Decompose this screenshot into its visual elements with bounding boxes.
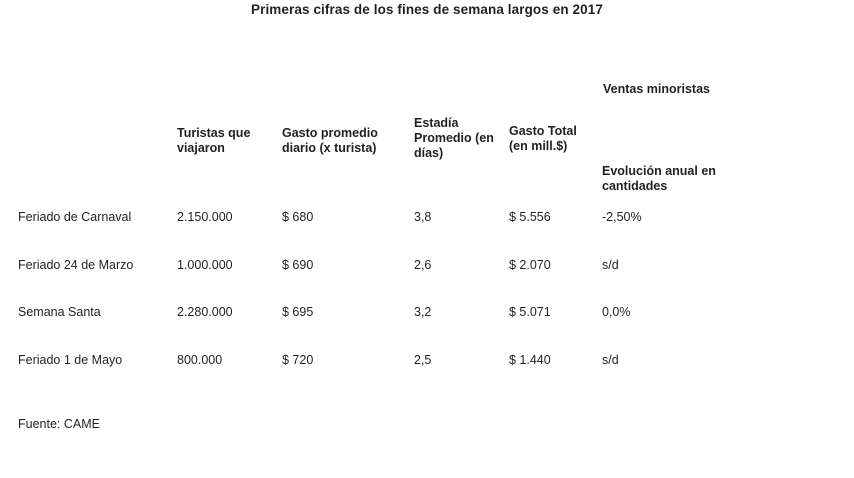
column-header-evolucion: Evolución anual en cantidades xyxy=(602,164,716,193)
table-row xyxy=(18,340,838,388)
cell-gasto-promedio: $ 680 xyxy=(282,210,314,224)
table-row xyxy=(18,197,838,245)
cell-turistas: 800.000 xyxy=(177,352,223,367)
cell-gasto-promedio: $ 690 xyxy=(282,257,314,272)
cell-evolucion: 0,0% xyxy=(602,305,631,319)
cell-evolucion: s/d xyxy=(602,257,619,272)
source-note: Fuente: CAME xyxy=(18,417,100,431)
holiday-figures-table xyxy=(18,112,838,387)
ventas-minoristas-group-header: Ventas minoristas xyxy=(603,82,710,96)
row-label: Feriado 1 de Mayo xyxy=(18,352,123,367)
cell-gasto-total: $ 1.440 xyxy=(509,352,551,367)
cell-gasto-total: $ 5.071 xyxy=(509,305,551,319)
row-label: Feriado de Carnaval xyxy=(18,210,132,224)
cell-gasto-promedio: $ 695 xyxy=(282,305,314,319)
cell-estadia: 2,5 xyxy=(414,352,432,367)
table-row xyxy=(18,292,838,340)
cell-gasto-promedio: $ 720 xyxy=(282,352,314,367)
page-title: Primeras cifras de los fines de semana largos en 2017 xyxy=(251,2,603,17)
cell-estadia: 3,8 xyxy=(414,210,432,224)
column-header-estadia: Estadía Promedio (en días) xyxy=(414,116,494,160)
cell-estadia: 2,6 xyxy=(414,257,432,272)
cell-evolucion: s/d xyxy=(602,352,619,367)
cell-turistas: 2.150.000 xyxy=(177,210,233,224)
column-header-gasto-promedio: Gasto promedio diario (x turista) xyxy=(282,126,378,155)
cell-gasto-total: $ 2.070 xyxy=(509,257,551,272)
column-header-turistas: Turistas que viajaron xyxy=(177,126,251,155)
row-label: Semana Santa xyxy=(18,305,101,319)
cell-gasto-total: $ 5.556 xyxy=(509,210,551,224)
cell-estadia: 3,2 xyxy=(414,305,432,319)
cell-evolucion: -2,50% xyxy=(602,210,642,224)
cell-turistas: 1.000.000 xyxy=(177,257,233,272)
row-label: Feriado 24 de Marzo xyxy=(18,257,134,272)
table-header-row xyxy=(18,112,838,197)
table-row xyxy=(18,245,838,293)
column-header-gasto-total: Gasto Total (en mill.$) xyxy=(509,124,577,153)
cell-turistas: 2.280.000 xyxy=(177,305,233,319)
